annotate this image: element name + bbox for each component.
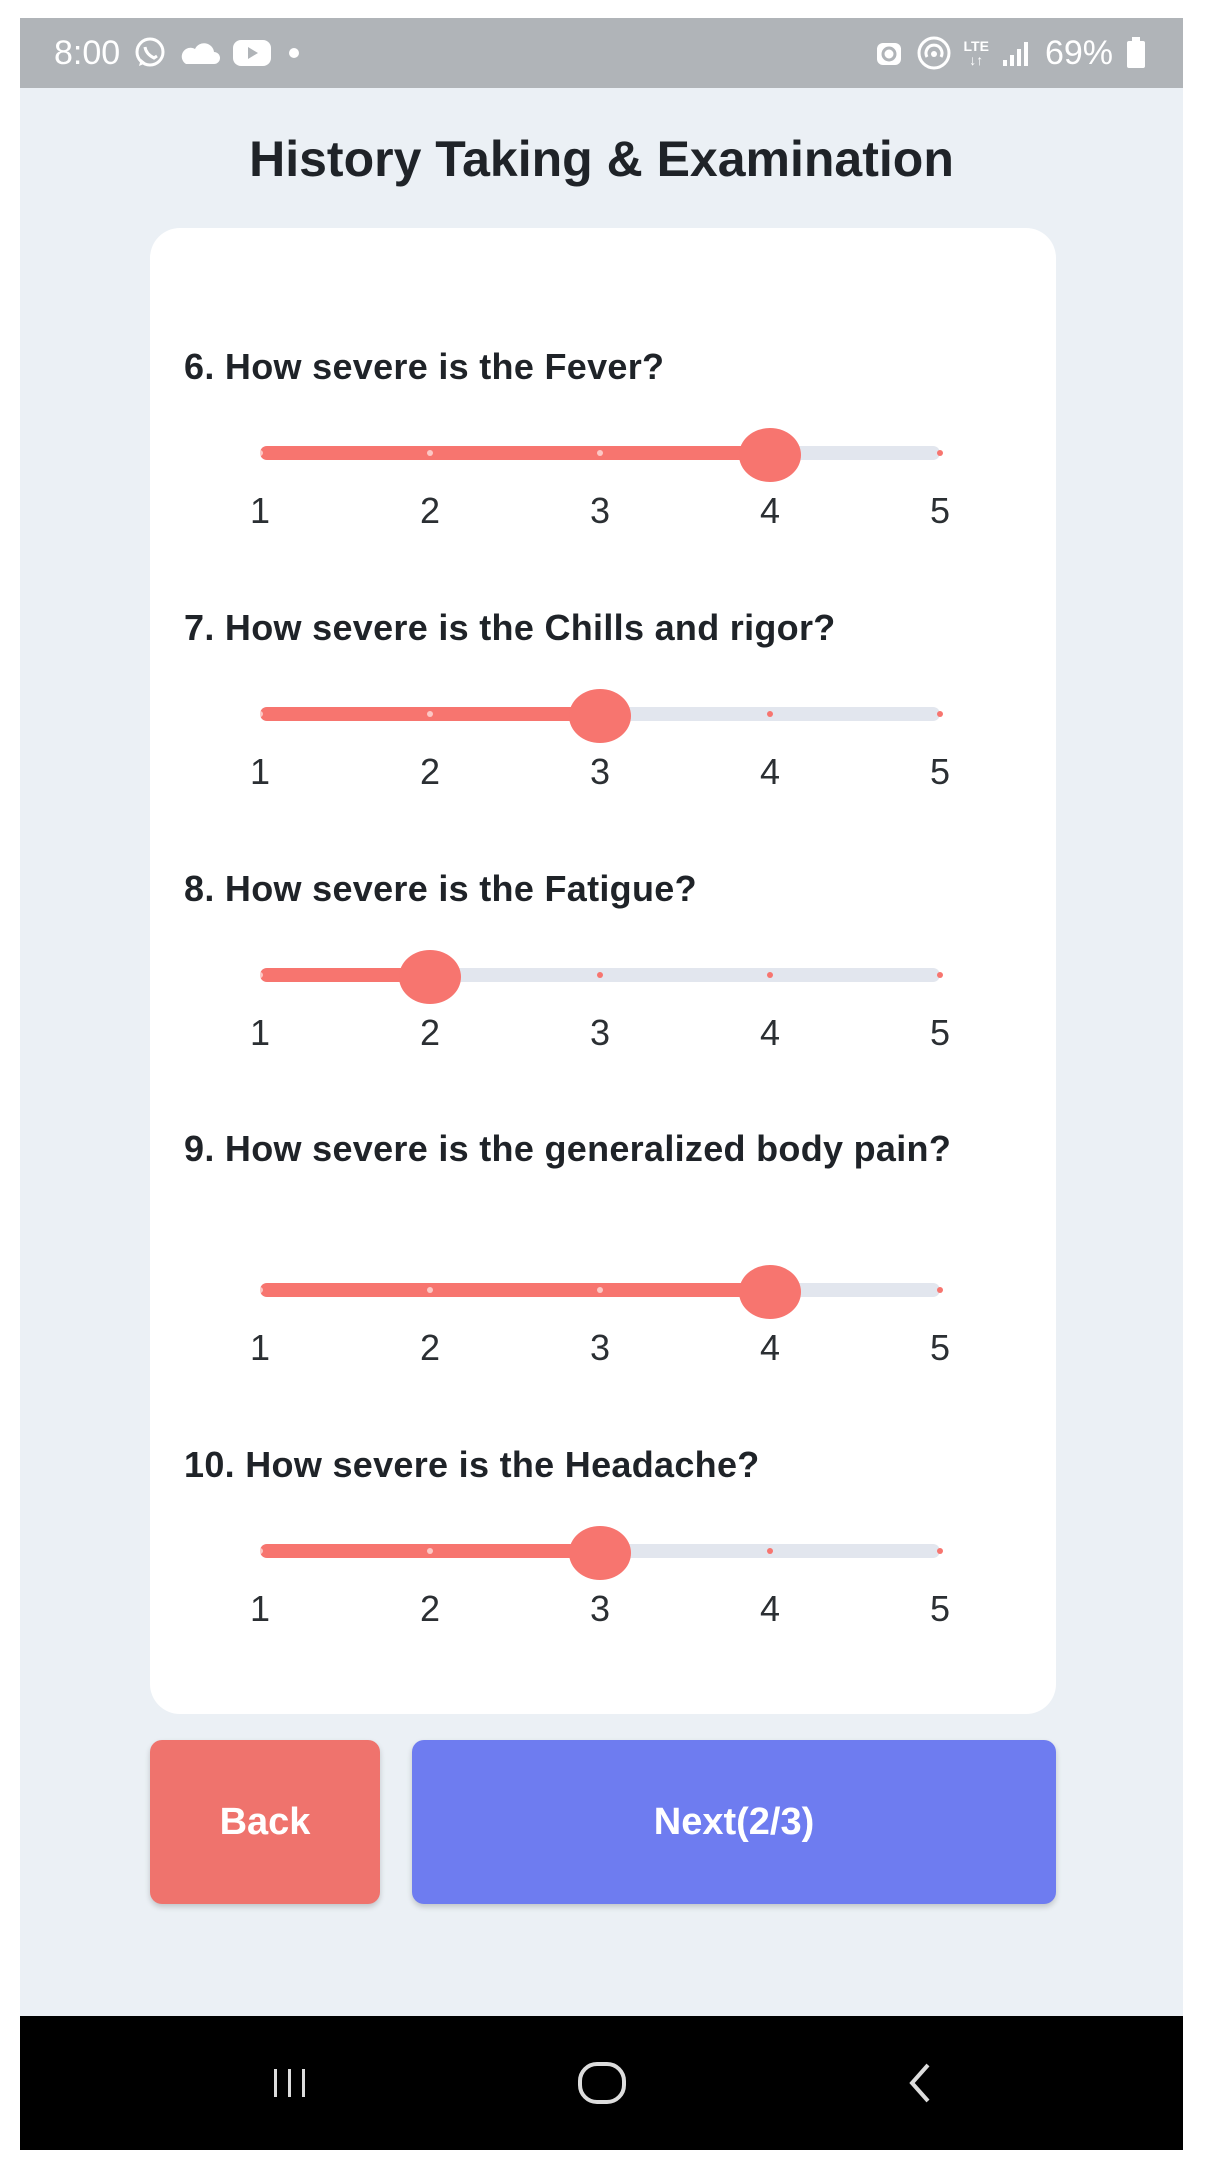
slider-step-dot	[427, 1548, 433, 1554]
slider-step-dot	[937, 972, 943, 978]
recents-icon[interactable]	[230, 2016, 350, 2150]
slider-fill	[260, 446, 770, 460]
cloud-icon	[180, 38, 220, 68]
tick-label: 3	[589, 1327, 611, 1368]
slider-step-dot	[427, 450, 433, 456]
tick-label: 2	[419, 1327, 441, 1368]
scale-ticks	[249, 1588, 951, 1638]
slider-step-dot	[937, 711, 943, 717]
slider-step-dot	[937, 1287, 943, 1293]
tick-label: 5	[929, 751, 951, 792]
whatsapp-icon	[132, 35, 168, 71]
slider-thumb[interactable]	[569, 1526, 631, 1580]
slider-step-dot	[257, 711, 263, 717]
tick-label: 2	[419, 1588, 441, 1629]
slider-step-dot	[257, 1287, 263, 1293]
slider-step-dot	[597, 1287, 603, 1293]
tick-label: 5	[929, 490, 951, 531]
tick-label: 4	[759, 751, 781, 792]
tick-label: 1	[249, 1588, 271, 1629]
battery-percent: 69%	[1044, 33, 1113, 72]
question-text: 6. How severe is the Fever?	[184, 346, 665, 387]
tick-label: 1	[249, 751, 271, 792]
scale-ticks	[249, 490, 951, 540]
next-button[interactable]: Next(2/3)	[412, 1740, 1056, 1904]
tick-label: 3	[589, 751, 611, 792]
slider-thumb[interactable]	[739, 1265, 801, 1319]
slider-fill	[260, 1283, 770, 1297]
status-bar-right	[874, 18, 1147, 88]
headache-severity-slider[interactable]	[260, 1526, 940, 1576]
slider-step-dot	[257, 1548, 263, 1554]
chills-severity-slider[interactable]	[260, 689, 940, 739]
battery-icon	[1125, 36, 1147, 70]
slider-step-dot	[767, 711, 773, 717]
tick-label: 5	[929, 1588, 951, 1629]
slider-thumb[interactable]	[399, 950, 461, 1004]
tick-label: 3	[589, 490, 611, 531]
back-arrow-icon[interactable]	[860, 2016, 980, 2150]
tick-label: 2	[419, 490, 441, 531]
status-bar-left	[54, 18, 304, 88]
fever-severity-slider[interactable]	[260, 428, 940, 478]
home-icon[interactable]	[542, 2016, 662, 2150]
question-text: 10. How severe is the Headache?	[184, 1444, 760, 1485]
fatigue-severity-slider[interactable]	[260, 950, 940, 1000]
tick-label: 4	[759, 1012, 781, 1053]
tick-label: 2	[419, 751, 441, 792]
slider-thumb[interactable]	[739, 428, 801, 482]
body-pain-severity-slider[interactable]	[260, 1265, 940, 1315]
tick-label: 1	[249, 490, 271, 531]
slider-step-dot	[427, 711, 433, 717]
youtube-icon	[232, 38, 272, 68]
tick-label: 4	[759, 1327, 781, 1368]
hotspot-icon	[916, 35, 952, 71]
lte-label: LTE	[963, 38, 989, 54]
tick-label: 1	[249, 1012, 271, 1053]
back-button[interactable]: Back	[150, 1740, 380, 1904]
slider-step-dot	[597, 972, 603, 978]
questions-card	[150, 228, 1056, 1714]
lte-icon: LTE ↓↑	[963, 38, 989, 68]
slider-step-dot	[937, 1548, 943, 1554]
slider-thumb[interactable]	[569, 689, 631, 743]
tick-label: 3	[589, 1588, 611, 1629]
scale-ticks	[249, 1012, 951, 1062]
slider-step-dot	[767, 1548, 773, 1554]
tick-label: 3	[589, 1012, 611, 1053]
tick-label: 1	[249, 1327, 271, 1368]
tick-label: 4	[759, 1588, 781, 1629]
notification-dot-icon	[284, 43, 304, 63]
slider-step-dot	[597, 450, 603, 456]
slider-step-dot	[257, 450, 263, 456]
page-title: History Taking & Examination	[249, 131, 954, 187]
question-text: 9. How severe is the generalized body pain?	[184, 1128, 952, 1169]
slider-step-dot	[767, 972, 773, 978]
tick-label: 2	[419, 1012, 441, 1053]
scale-ticks	[249, 751, 951, 801]
clock: 8:00	[54, 33, 121, 72]
question-text: 8. How severe is the Fatigue?	[184, 868, 697, 909]
tick-label: 5	[929, 1327, 951, 1368]
slider-step-dot	[937, 450, 943, 456]
alarm-icon	[874, 38, 904, 68]
tick-label: 4	[759, 490, 781, 531]
phone-screen	[20, 18, 1183, 2150]
signal-icon	[1001, 38, 1033, 68]
system-nav-bar	[20, 2016, 1183, 2150]
slider-step-dot	[257, 972, 263, 978]
status-bar	[20, 18, 1183, 88]
slider-step-dot	[427, 1287, 433, 1293]
tick-label: 5	[929, 1012, 951, 1053]
scale-ticks	[249, 1327, 951, 1377]
question-text: 7. How severe is the Chills and rigor?	[184, 607, 836, 648]
